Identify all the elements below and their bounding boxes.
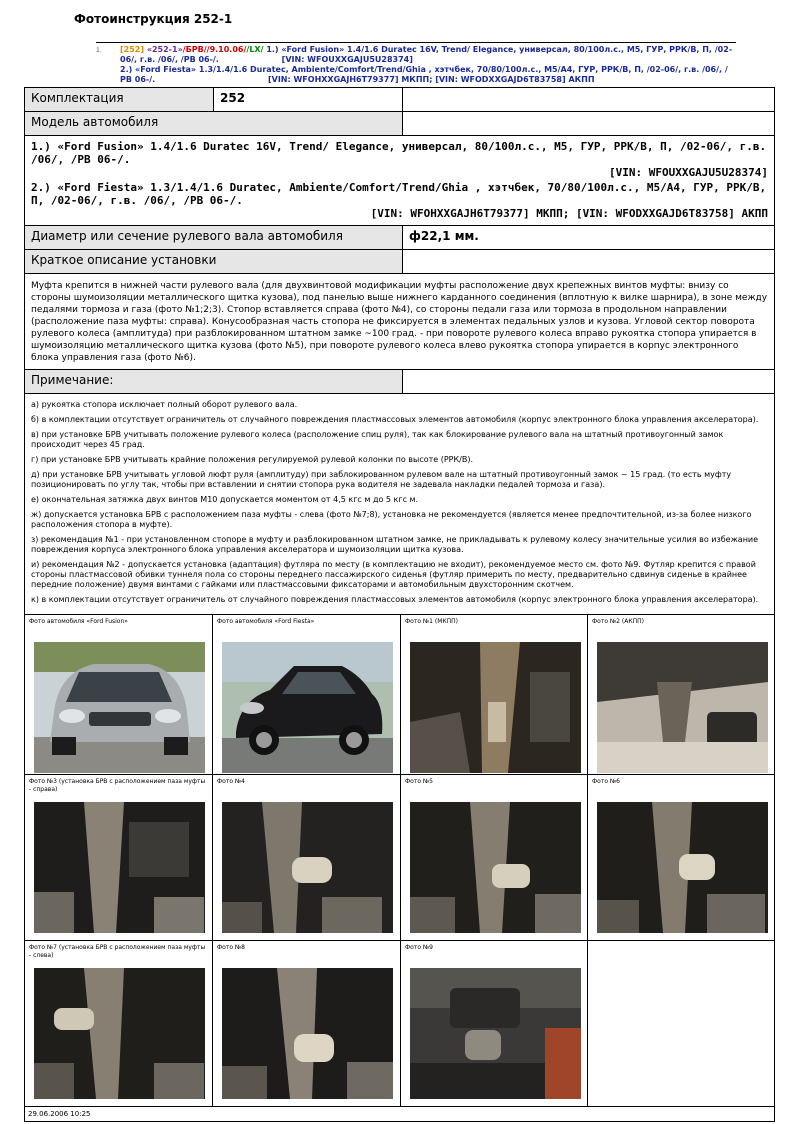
diameter-label: Диаметр или сечение рулевого вала автомобиля (25, 226, 403, 250)
photo-caption (589, 942, 773, 964)
header-code-lx: /LX/ (246, 45, 264, 54)
spec-sheet (24, 87, 774, 1122)
photo-caption: Фото №2 (АКПП) (592, 618, 644, 625)
header-number: 1. (96, 47, 102, 54)
photo-cell (213, 941, 401, 1107)
header-vin-1: [VIN: WFOUXXGAJU5U28374] (281, 55, 413, 64)
photo-9 (410, 968, 581, 1099)
description-text: Муфта крепится в нижней части рулевого вала (для двухвинтовой модификации муфты расположение двух крепежных винтов муфты: внизу со стороны шумоизоляции металлического щитка кузова), под панелью выше нижнего карданного соединения (вплотную к вилке шарнира), в зоне между педалями тормоза и газа (фото №1;2;3). Стопор вставляется справа (фото №4), со стороны педали газа или тормоза в продольном направлении (расположение паза муфты: справа). Конусообразная часть стопора не фиксируется в элементах педальных узлов и кузова. Угловой сектор поворота рулевого колеса (амплитуда) при разблокированном штатном замке ~100 град. - при повороте рулевого колеса вправо рукоятка стопора упирается в шумоизоляцию металлического щитка кузова (фото №5), при повороте рулевого колеса влево рукоятка стопора упирается в корпус электронного блока управления газа (фото №6). (25, 274, 775, 370)
photo-cell (25, 615, 213, 775)
page-title: Фотоинструкция 252-1 (74, 12, 233, 26)
header-vin-2: [VIN: WFOHXXGAJH6T79377] МКПП; [VIN: WFODXXGAJD6T83758] АКПП (267, 75, 595, 84)
photo-5 (410, 802, 581, 933)
blank-cell (403, 88, 775, 112)
note-item: з) рекомендация №1 - при установленном стопоре в муфту и разблокированном штатном замке, не прикладывать к рулевому колесу значительные усилия во избежание повреждения корпуса электронного блока управления акселератора и шумоизоляции щитка кузова. (31, 535, 759, 554)
model-line-1: 1.) «Ford Fusion» 1.4/1.6 Duratec 16V, Trend/ Elegance, универсал, 80/100л.с., М5, ГУР, РРК/В, П, /02-06/, г.в. /06/, /РВ 06-/. (31, 140, 767, 166)
photo-ford-fiesta (222, 642, 393, 773)
model-header (96, 42, 736, 85)
photo-4 (222, 802, 393, 933)
photo-caption: Фото №4 (217, 778, 245, 785)
note-item: и) рекомендация №2 - допускается установка (адаптация) футляра по месту (в комплектацию не входит), рекомендуемое место см. фото №9. Футляр крепится с правой стороны пластмассовой обивки туннеля пола со стороны переднего пассажирского сиденья (футляр примерить по месту, предварительно сдвинув сиденье в крайнее передние положение) двумя винтами с гайками или пластмассовыми фиксаторами и автомобильным двухсторонним скотчем. (31, 560, 756, 589)
photo-cell-empty (588, 941, 775, 1107)
model-line-2: 2.) «Ford Fiesta» 1.3/1.4/1.6 Duratec, Ambiente/Comfort/Trend/Ghia , хэтчбек, 70/80/100л.с., М5/А4, ГУР, РРК/В, П, /02-06/, г.в. /06/, /РВ 06-/. (31, 181, 767, 207)
kit-value: 252 (214, 88, 403, 112)
photo-3 (34, 802, 205, 933)
photo-caption: Фото автомобиля «Ford Fusion» (29, 618, 128, 625)
photo-caption: Фото №9 (405, 944, 433, 951)
photo-8 (222, 968, 393, 1099)
photo-cell (25, 941, 213, 1107)
photo-2-automatic (597, 642, 768, 773)
photo-caption: Фото №8 (217, 944, 245, 951)
header-code-number: [252] (120, 45, 145, 54)
photo-cell (213, 615, 401, 775)
note-item: г) при установке БРВ учитывать крайние положения регулируемой рулевой колонки по высоте (РРК/В). (31, 455, 474, 464)
photo-caption: Фото №3 (установка БРВ с расположением паза муфты - справа) (29, 778, 206, 793)
photo-cell (588, 615, 775, 775)
kit-label: Комплектация (25, 88, 214, 112)
note-item: а) рукоятка стопора исключает полный оборот рулевого вала. (31, 400, 298, 409)
notes-label: Примечание: (25, 370, 403, 394)
footer-date: 29.06.2006 10:25 (25, 1107, 775, 1122)
diameter-value: ф22,1 мм. (403, 226, 775, 250)
model-label: Модель автомобиля (25, 112, 403, 136)
blank-cell (403, 370, 775, 394)
model-list (25, 136, 775, 226)
photo-7 (34, 968, 205, 1099)
model-vin-1: [VIN: WFOUXXGAJU5U28374] (609, 166, 768, 179)
note-item: к) в комплектации отсутствует ограничитель от случайного повреждения пластмассовых элементов автомобиля (корпус электронного блока управления акселератора). (31, 595, 759, 604)
model-vin-2: [VIN: WFOHXXGAJH6T79377] МКПП; [VIN: WFODXXGAJD6T83758] АКПП (370, 207, 768, 220)
note-item: д) при установке БРВ учитывать угловой люфт руля (амплитуду) при заблокированном рулевом вале на штатный противоугонный замок ~ 15 град. (то есть муфту позиционировать по углу так, чтобы при вставлении и снятии стопора рука водителя не задевала накладки педалей тормоза и газа). (31, 470, 732, 489)
photo-caption: Фото №5 (405, 778, 433, 785)
header-code-date: /9.10.06/ (206, 45, 247, 54)
photo-caption: Фото №7 (установка БРВ с расположением паза муфты - слева) (29, 944, 206, 959)
photo-cell (401, 941, 588, 1107)
header-model-2: 2.) «Ford Fiesta» 1.3/1.4/1.6 Duratec, Ambiente/Comfort/Trend/Ghia , хэтчбек, 70/80/100л.с., М5/А4, ГУР, РРК/В, П, /02-06/, г.в. /06/, /РВ 06-/. (120, 65, 728, 84)
photo-cell (588, 775, 775, 941)
photo-cell (401, 615, 588, 775)
spec-table (24, 87, 775, 615)
note-item: е) окончательная затяжка двух винтов М10 допускается моментом от 4,5 кгс м до 5 кгс м. (31, 495, 419, 504)
note-item: б) в комплектации отсутствует ограничитель от случайного повреждения пластмассовых элементов автомобиля (корпус электронного блока управления акселератора). (31, 415, 759, 424)
photo-caption: Фото №1 (МКПП) (405, 618, 459, 625)
photo-ford-fusion (34, 642, 205, 773)
note-item: в) при установке БРВ учитывать положение рулевого колеса (расположение спиц руля), так как блокирование рулевого вала на штатный противоугонный замок происходит через 45 град. (31, 430, 724, 449)
blank-cell (403, 250, 775, 274)
blank-cell (403, 112, 775, 136)
header-model-1: 1.) «Ford Fusion» 1.4/1.6 Duratec 16V, Trend/ Elegance, универсал, 80/100л.с., М5, ГУР, РРК/В, П, /02-06/, г.в. /06/, /РВ 06-/. (120, 45, 733, 64)
photo-cell (213, 775, 401, 941)
photo-caption: Фото автомобиля «Ford Fiesta» (217, 618, 315, 625)
photo-caption: Фото №6 (592, 778, 620, 785)
photo-cell (25, 775, 213, 941)
header-code-type: /БРВ/ (182, 45, 207, 54)
note-item: ж) допускается установка БРВ с расположением паза муфты - слева (фото №7;8), установка не рекомендуется (является менее предпочтительной, из-за более низкого расположения стопора в муфте). (31, 510, 752, 529)
description-label: Краткое описание установки (25, 250, 403, 274)
photo-6 (597, 802, 768, 933)
header-code-id: «252-1» (146, 45, 183, 54)
photo-cell (401, 775, 588, 941)
photo-grid (24, 614, 775, 1122)
notes-list (25, 394, 775, 615)
photo-1-manual (410, 642, 581, 773)
